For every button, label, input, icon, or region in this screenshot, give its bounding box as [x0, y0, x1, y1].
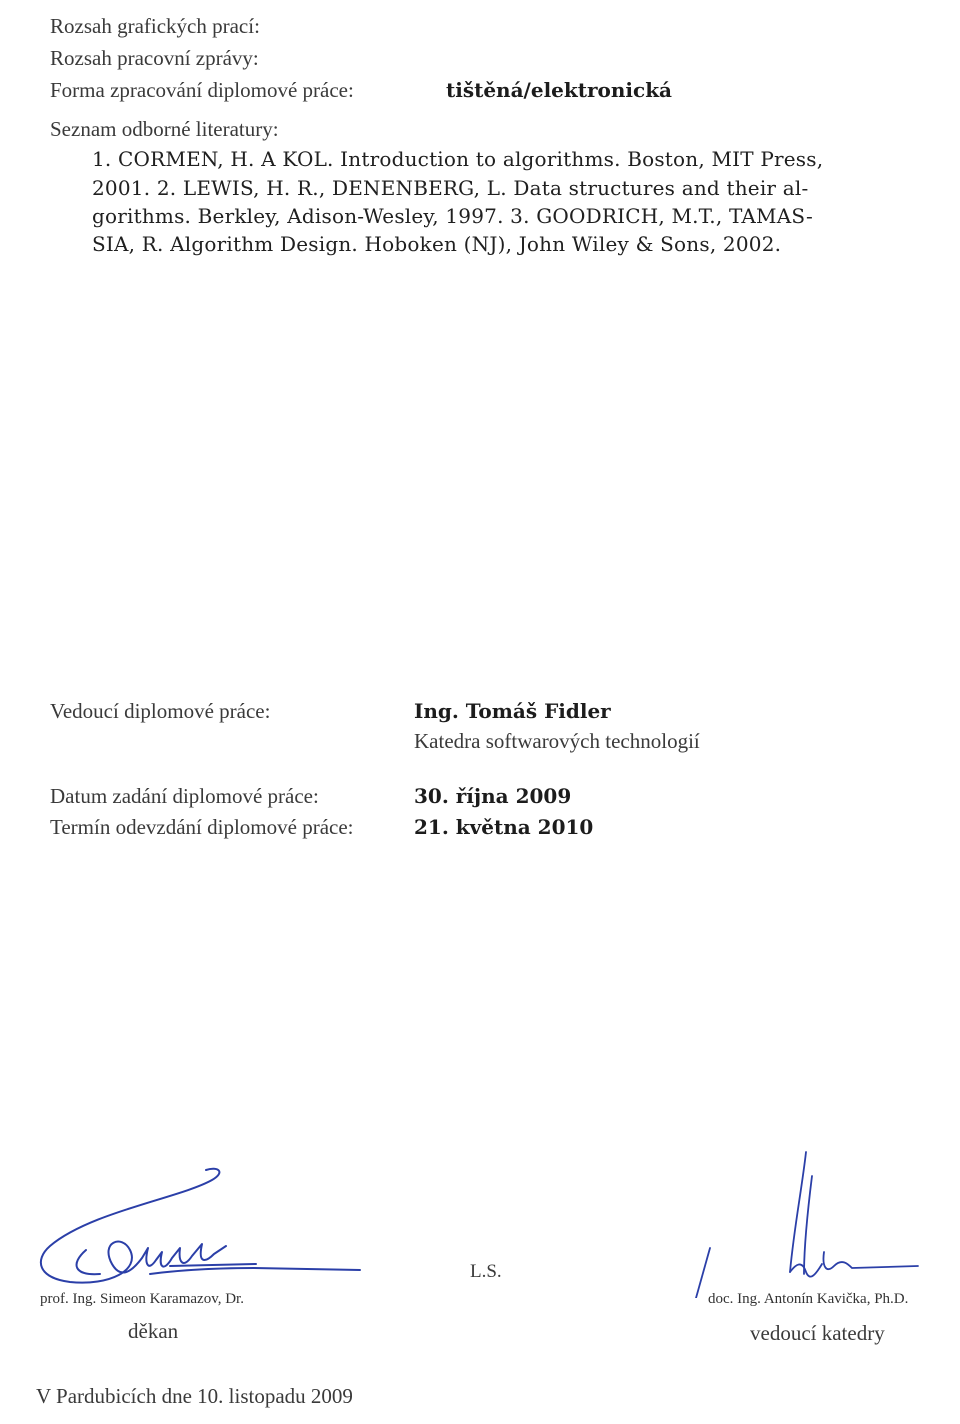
seal-mark: L.S.	[470, 1261, 502, 1282]
assigned-date-value: 30. října 2009	[414, 784, 572, 808]
literature-label: Seznam odborné literatury:	[50, 117, 279, 141]
dean-role: děkan	[128, 1319, 179, 1343]
form-label: Forma zpracování diplomové práce:	[50, 78, 354, 102]
supervisor-department: Katedra softwarových technologií	[414, 729, 700, 753]
place-and-date: V Pardubicích dne 10. listopadu 2009	[36, 1384, 353, 1408]
head-signature	[688, 1148, 928, 1298]
supervisor-name: Ing. Tomáš Fidler	[414, 699, 611, 723]
deadline-value: 21. května 2010	[414, 815, 594, 839]
form-value: tištěná/elektronická	[446, 78, 673, 102]
head-role: vedoucí katedry	[750, 1321, 885, 1345]
head-name: doc. Ing. Antonín Kavička, Ph.D.	[708, 1291, 909, 1307]
literature-line: 1. CORMEN, H. A KOL. Introduction to algorithms. Boston, MIT Press,	[92, 147, 824, 171]
assigned-date-label: Datum zadání diplomové práce:	[50, 784, 319, 808]
deadline-label: Termín odevzdání diplomové práce:	[50, 815, 354, 839]
literature-line: gorithms. Berkley, Adison-Wesley, 1997. 3. GOODRICH, M.T., TAMAS-	[92, 204, 813, 228]
dean-signature	[30, 1160, 370, 1300]
dean-name: prof. Ing. Simeon Karamazov, Dr.	[40, 1291, 244, 1307]
supervisor-label: Vedoucí diplomové práce:	[50, 699, 271, 723]
literature-line: 2001. 2. LEWIS, H. R., DENENBERG, L. Data structures and their al-	[92, 176, 809, 200]
report-scope-label: Rozsah pracovní zprávy:	[50, 46, 259, 70]
literature-line: SIA, R. Algorithm Design. Hoboken (NJ), John Wiley & Sons, 2002.	[92, 232, 782, 256]
graphics-scope-label: Rozsah grafických prací:	[50, 14, 260, 38]
